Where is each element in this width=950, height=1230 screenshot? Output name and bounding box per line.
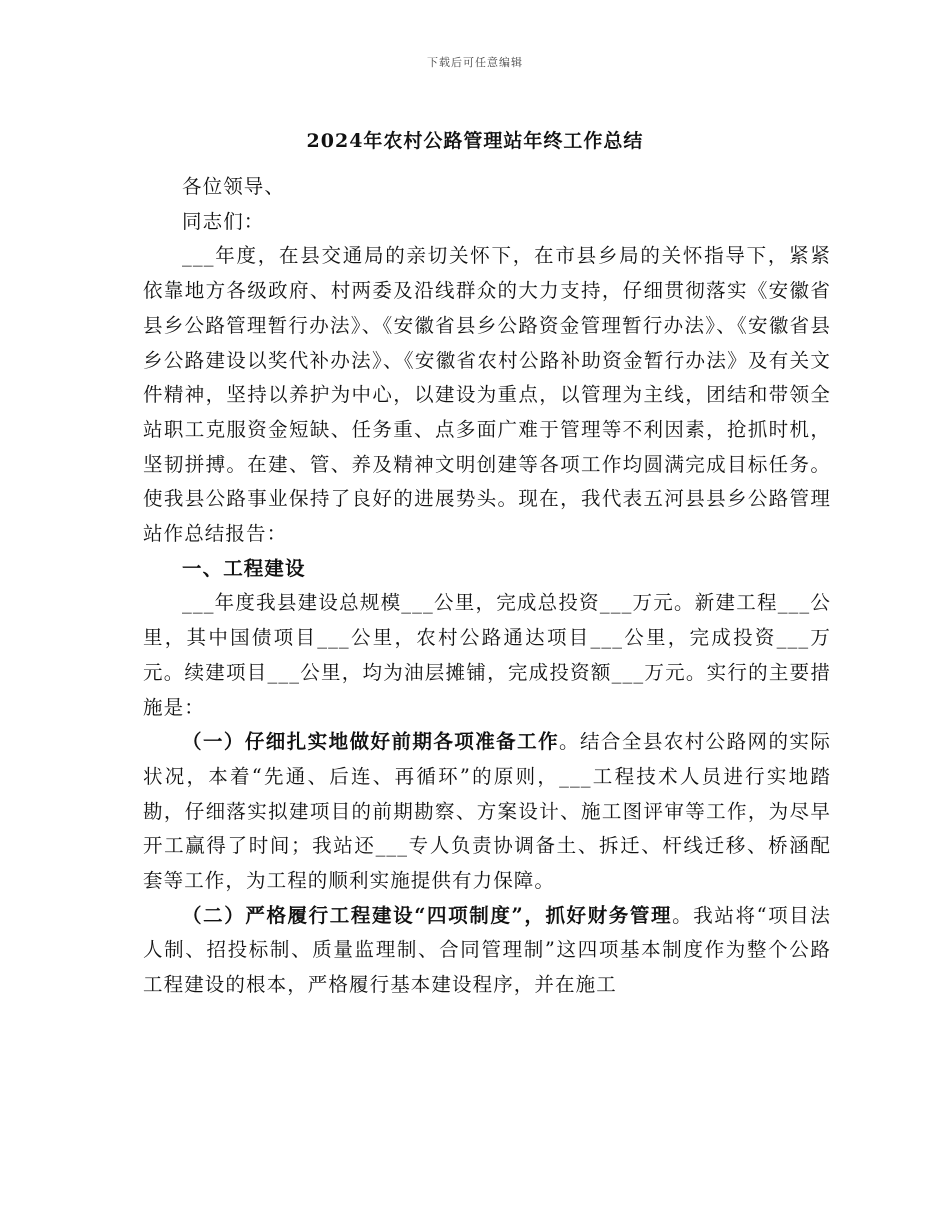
item-1-lead: （一）仔细扎实地做好前期各项准备工作 (182, 730, 560, 754)
item-1-paragraph (143, 725, 831, 899)
intro-paragraph: ___年度，在县交通局的亲切关怀下，在市县乡局的关怀指导下，紧紧依靠地方各级政府、村两委及沿线群众的大力支持，仔细贯彻落实《安徽省县乡公路管理暂行办法》、《安徽省县乡公路资金管理暂行办法》、《安徽省县乡公路建设以奖代补办法》、《安徽省农村公路补助资金暂行办法》及有关文件精神，坚持以养护为中心，以建设为重点，以管理为主线，团结和带领全站职工克服资金短缺、任务重、点多面广难于管理等不利因素，抢抓时机，坚韧拼搏。在建、管、养及精神文明创建等各项工作均圆满完成目标任务。使我县公路事业保持了良好的进展势头。现在，我代表五河县县乡公路管理站作总结报告： (143, 244, 831, 546)
section-1-heading: 一、工程建设 (182, 556, 306, 580)
salutation-line-1: 各位领导、 (182, 175, 286, 198)
item-2-lead: （二）严格履行工程建设“四项制度”，抓好财务管理 (182, 903, 673, 927)
item-2-body: 。我站将“项目法人制、招投标制、质量监理制、合同管理制”这四项基本制度作为整个公路工程建设的根本，严格履行基本建设程序，并在施工 (143, 903, 831, 997)
document-body (143, 170, 831, 1003)
item-1-body: 。结合全县农村公路网的实际状况，本着“先通、后连、再循环”的原则，___工程技术人员进行实地踏勘，仔细落实拟建项目的前期勘察、方案设计、施工图评审等工作，为尽早开工赢得了时间；我站还___专人负责协调备土、拆迁、杆线迁移、桥涵配套等工作，为工程的顺利实施提供有力保障。 (143, 730, 831, 893)
document-title: 2024年农村公路管理站年终工作总结 (306, 130, 644, 152)
page-header-note: 下载后可任意编辑 (427, 56, 523, 69)
item-2-paragraph (143, 899, 831, 1003)
section-1-paragraph: ___年度我县建设总规模___公里，完成总投资___万元。新建工程___公里，其中国债项目___公里，农村公路通达项目___公里，完成投资___万元。续建项目___公里，均为油层摊铺，完成投资额___万元。实行的主要措施是： (143, 591, 831, 719)
salutation-line-2: 同志们： (182, 209, 265, 233)
